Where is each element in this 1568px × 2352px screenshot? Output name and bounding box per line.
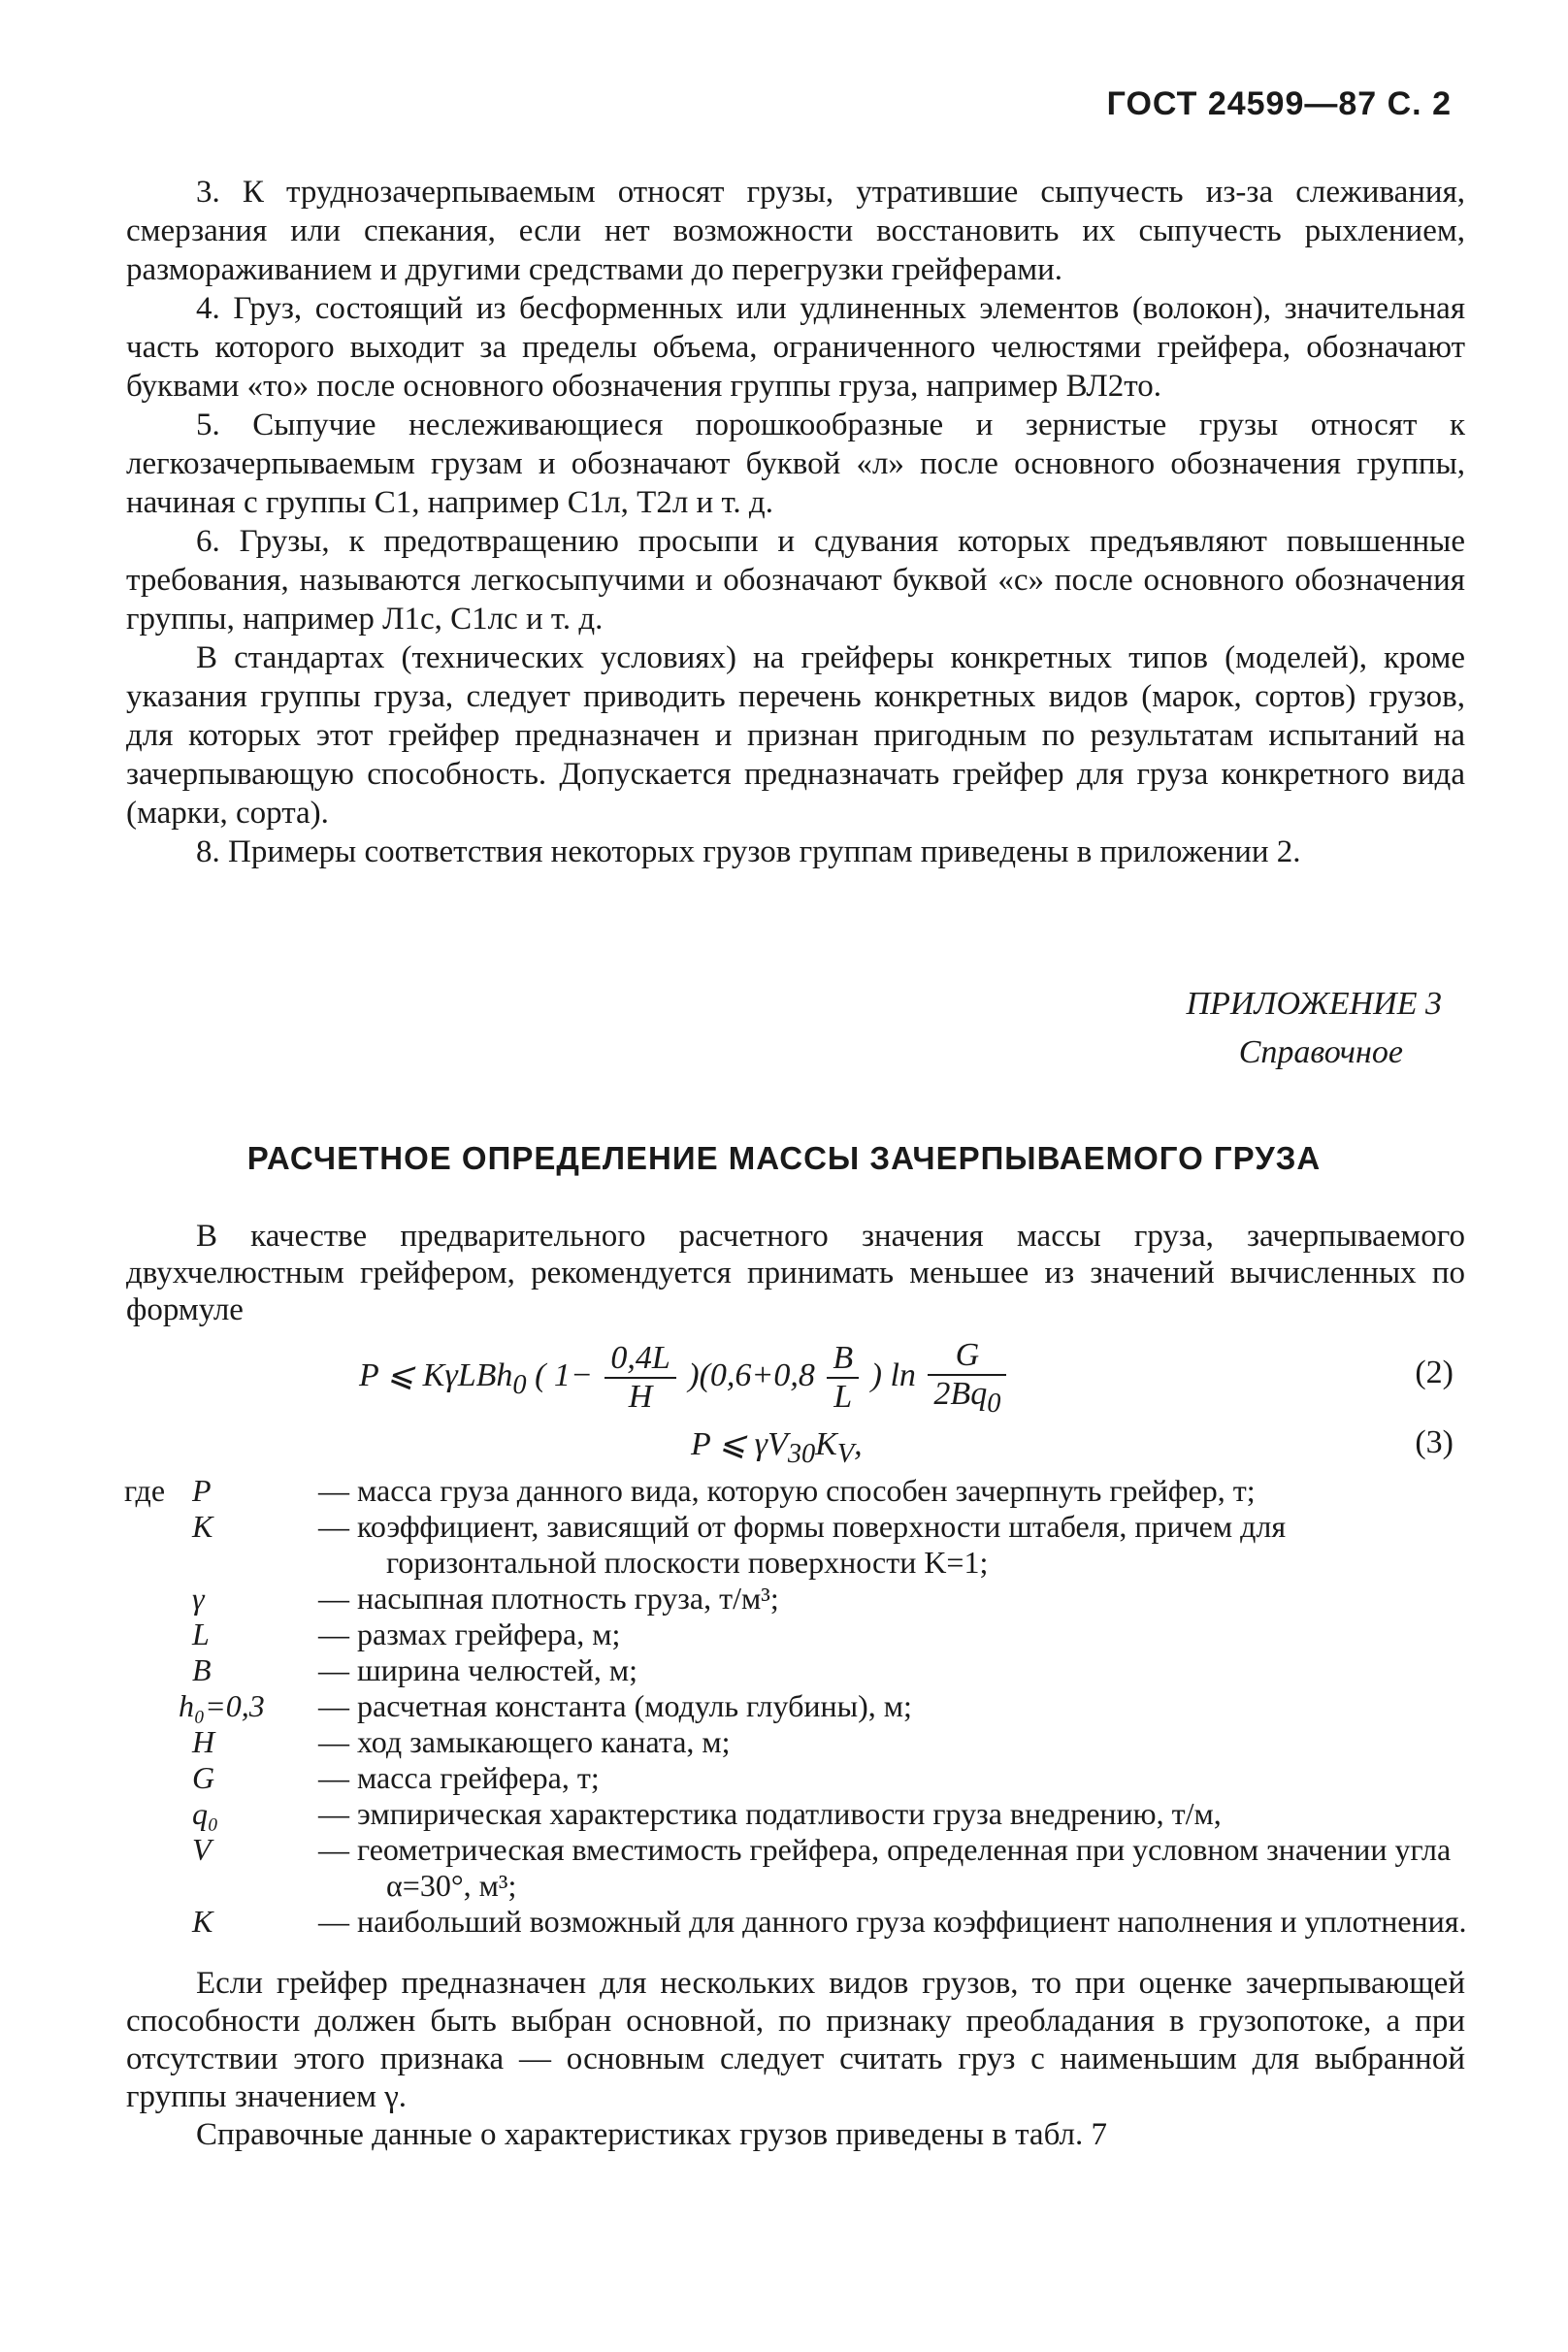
intro-text: В качестве предварительного расчетного значения массы груза, зачерпываемого двухчелюстным грейфером, рекомендуется принимать меньшее из значений вычисленных по формуле bbox=[126, 1219, 1465, 1327]
definition-text: — эмпирическая характерстика податливости груза внедрению, т/м, bbox=[318, 1796, 1222, 1831]
definition-row bbox=[124, 1904, 1473, 1940]
formula-3-tail: , bbox=[854, 1426, 863, 1462]
definition-row bbox=[124, 1652, 1473, 1688]
formula-3 bbox=[0, 1424, 1568, 1467]
definition-row bbox=[124, 1832, 1473, 1904]
definition-symbol: γ bbox=[192, 1581, 205, 1616]
variable-definitions bbox=[124, 1473, 1473, 1940]
definition-symbol: h₀=0,3 bbox=[179, 1688, 265, 1723]
definition-row bbox=[124, 1688, 1473, 1724]
fraction-1-numerator: 0,4L bbox=[604, 1340, 675, 1379]
formula-2-ln: ) ln bbox=[870, 1357, 916, 1394]
definition-text: — размах грейфера, м; bbox=[318, 1617, 621, 1651]
definition-symbol: q₀ bbox=[192, 1796, 219, 1831]
appendix-label bbox=[1187, 980, 1442, 1077]
formula-2-fraction-2 bbox=[827, 1340, 859, 1416]
formula-3-expression bbox=[691, 1424, 863, 1470]
formula-3-sub-1: 30 bbox=[787, 1438, 816, 1469]
definition-lead: где bbox=[124, 1473, 166, 1508]
fraction-3-denominator-sub: 0 bbox=[987, 1388, 1001, 1419]
formula-2-expression bbox=[359, 1337, 1010, 1420]
formula-3-k: K bbox=[815, 1426, 837, 1462]
fraction-3-denominator bbox=[928, 1376, 1006, 1420]
fraction-3-denominator-text: 2Bq bbox=[933, 1376, 988, 1412]
definition-text: — масса груза данного вида, которую способен зачерпнуть грейфер, т; bbox=[318, 1473, 1256, 1508]
numbered-clauses bbox=[126, 173, 1465, 871]
clause-6: 6. Грузы, к предотвращению просыпи и сдувания которых предъявляют повышенные требования, называются легкосыпучими и обозначают буквой «с» после основного обозначения группы, например Л1с, С1лс и т. д. bbox=[126, 524, 1465, 637]
clause-3: 3. К труднозачерпываемым относят грузы, утратившие сыпучесть из-за слеживания, смерзания или спекания, если нет возможности восстановить их сыпучесть рыхлением, размораживанием и другими средствами до перегрузки грейферами. bbox=[126, 175, 1465, 287]
definition-text: — ход замыкающего каната, м; bbox=[318, 1724, 731, 1759]
formula-2-lhs: P ⩽ KγLBh bbox=[359, 1357, 513, 1394]
clause-6-standards: В стандартах (технических условиях) на грейферы конкретных типов (моделей), кроме указания группы груза, следует приводить перечень конкретных видов (марок, сортов) грузов, для которых этот грейфер предназначен и признан пригодным по результатам испытаний на зачерпывающую способность. Допускается предназначать грейфер для груза конкретного вида (марки, сорта). bbox=[126, 640, 1465, 831]
definition-row bbox=[124, 1473, 1473, 1509]
page-header: ГОСТ 24599—87 С. 2 bbox=[1106, 85, 1452, 122]
formula-2-fraction-3 bbox=[928, 1337, 1006, 1420]
clause-4: 4. Груз, состоящий из бесформенных или удлиненных элементов (волокон), значительная часть которого выходит за пределы объема, ограниченного челюстями грейфера, обозначают буквами «то» после основного обозначения группы груза, например ВЛ2то. bbox=[126, 291, 1465, 404]
closing-paragraph-1: Если грейфер предназначен для нескольких видов грузов, то при оценке зачерпывающей способности должен быть выбран основной, по признаку преобладания в грузопотоке, а при отсутствии этого признака — основным следует считать груз с наименьшим для выбранной группы значением γ. bbox=[126, 1966, 1465, 2114]
definition-row bbox=[124, 1617, 1473, 1652]
fraction-3-numerator: G bbox=[928, 1337, 1006, 1376]
definition-symbol: K bbox=[192, 1509, 213, 1544]
section-title: РАСЧЕТНОЕ ОПРЕДЕЛЕНИЕ МАССЫ ЗАЧЕРПЫВАЕМОГО ГРУЗА bbox=[246, 1140, 1322, 1176]
formula-2 bbox=[0, 1337, 1568, 1419]
definition-row bbox=[124, 1760, 1473, 1796]
definition-row bbox=[124, 1581, 1473, 1617]
definition-symbol: K bbox=[192, 1904, 213, 1939]
definition-text: — геометрическая вместимость грейфера, определенная при условном значении угла α=30°, м³; bbox=[318, 1832, 1452, 1903]
definition-symbol: P bbox=[192, 1473, 212, 1508]
definition-text: — коэффициент, зависящий от формы поверхности штабеля, причем для горизонтальной плоскости поверхности K=1; bbox=[318, 1509, 1287, 1580]
formula-2-number: (2) bbox=[1415, 1355, 1454, 1390]
fraction-1-denominator: H bbox=[628, 1379, 653, 1416]
formula-3-text: P ⩽ γV bbox=[691, 1426, 788, 1462]
formula-3-number: (3) bbox=[1415, 1424, 1454, 1460]
closing-text bbox=[126, 1965, 1465, 2154]
definition-text: — расчетная константа (модуль глубины), м; bbox=[318, 1688, 912, 1723]
definition-row bbox=[124, 1796, 1473, 1832]
appendix-subtitle: Справочное bbox=[1238, 1034, 1403, 1070]
clause-5: 5. Сыпучие неслеживающиеся порошкообразные и зернистые грузы относят к легкозачерпываемым грузам и обозначают буквой «л» после основного обозначения группы, начиная с группы С1, например С1л, Т2л и т. д. bbox=[126, 408, 1465, 520]
definition-symbol: G bbox=[192, 1760, 215, 1795]
appendix-title: ПРИЛОЖЕНИЕ 3 bbox=[1186, 986, 1442, 1022]
definition-symbol: H bbox=[192, 1724, 215, 1759]
formula-2-lhs-sub: 0 bbox=[512, 1370, 527, 1400]
definition-text: — ширина челюстей, м; bbox=[318, 1652, 638, 1687]
definition-symbol: B bbox=[192, 1652, 212, 1687]
fraction-2-denominator: L bbox=[833, 1379, 853, 1416]
formula-2-paren: ( 1− bbox=[535, 1357, 593, 1394]
definition-symbol: V bbox=[192, 1832, 212, 1867]
definition-text: — насыпная плотность груза, т/м³; bbox=[318, 1581, 779, 1616]
fraction-2-numerator: B bbox=[827, 1340, 859, 1379]
formula-2-fraction-1 bbox=[604, 1340, 675, 1416]
definition-row bbox=[124, 1724, 1473, 1760]
clause-8: 8. Примеры соответствия некоторых грузов группам приведены в приложении 2. bbox=[196, 834, 1301, 869]
closing-paragraph-2: Справочные данные о характеристиках грузов приведены в табл. 7 bbox=[196, 2117, 1108, 2152]
definition-text: — наибольший возможный для данного груза коэффициент наполнения и уплотнения. bbox=[318, 1904, 1467, 1939]
formula-2-mid: )(0,6+0,8 bbox=[688, 1357, 815, 1394]
formula-3-sub-2: V bbox=[836, 1438, 855, 1469]
definition-symbol: L bbox=[192, 1617, 210, 1651]
definition-row bbox=[124, 1509, 1473, 1581]
intro-paragraph bbox=[126, 1218, 1465, 1328]
definition-text: — масса грейфера, т; bbox=[318, 1760, 600, 1795]
